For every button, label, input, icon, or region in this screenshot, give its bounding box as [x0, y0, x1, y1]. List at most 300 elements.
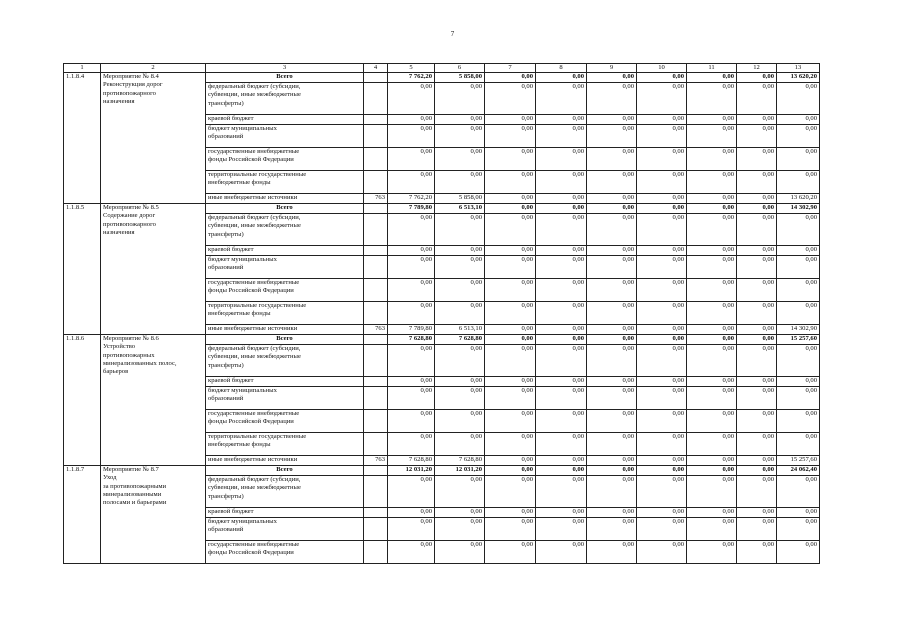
funding-source: Всего	[206, 335, 364, 345]
value-cell: 0,00	[637, 83, 687, 115]
value-cell: 0,00	[777, 345, 820, 377]
value-cell: 0,00	[485, 508, 536, 518]
value-cell: 0,00	[435, 345, 485, 377]
funding-source: федеральный бюджет (субсидии, субвенции, иные межбюджетные трансферты)	[206, 476, 364, 508]
funding-source: иные внебюджетные источники	[206, 456, 364, 466]
column-header: 12	[737, 64, 777, 73]
value-cell: 7 628,80	[435, 456, 485, 466]
value-cell: 0,00	[587, 476, 637, 508]
value-cell: 0,00	[536, 541, 587, 564]
value-cell: 0,00	[637, 325, 687, 335]
value-cell: 0,00	[435, 125, 485, 148]
value-cell: 0,00	[485, 115, 536, 125]
column-header: 1	[64, 64, 101, 73]
value-cell: 0,00	[587, 83, 637, 115]
value-cell: 0,00	[435, 171, 485, 194]
value-cell: 0,00	[388, 83, 435, 115]
value-cell: 0,00	[587, 541, 637, 564]
value-cell: 24 062,40	[777, 466, 820, 476]
value-cell: 0,00	[687, 83, 737, 115]
value-cell: 0,00	[777, 83, 820, 115]
code-cell	[364, 377, 388, 387]
value-cell: 0,00	[485, 377, 536, 387]
value-cell: 0,00	[388, 246, 435, 256]
row-code: 1.1.8.7	[64, 466, 101, 564]
code-cell	[364, 83, 388, 115]
value-cell: 0,00	[687, 125, 737, 148]
value-cell: 0,00	[536, 115, 587, 125]
value-cell: 0,00	[687, 345, 737, 377]
block-total-row	[64, 204, 820, 214]
value-cell: 0,00	[687, 476, 737, 508]
value-cell: 0,00	[388, 518, 435, 541]
value-cell: 0,00	[435, 115, 485, 125]
value-cell: 0,00	[687, 171, 737, 194]
funding-source: государственные внебюджетные фонды Российской Федерации	[206, 148, 364, 171]
value-cell: 0,00	[777, 377, 820, 387]
funding-source: федеральный бюджет (субсидии, субвенции, иные межбюджетные трансферты)	[206, 214, 364, 246]
value-cell: 0,00	[587, 214, 637, 246]
value-cell: 0,00	[587, 335, 637, 345]
block-total-row	[64, 466, 820, 476]
value-cell: 0,00	[637, 476, 687, 508]
column-header: 4	[364, 64, 388, 73]
value-cell: 0,00	[687, 387, 737, 410]
value-cell: 0,00	[388, 214, 435, 246]
value-cell: 0,00	[637, 302, 687, 325]
code-cell	[364, 410, 388, 433]
value-cell: 0,00	[637, 541, 687, 564]
value-cell: 0,00	[737, 518, 777, 541]
value-cell: 0,00	[777, 256, 820, 279]
value-cell: 0,00	[637, 518, 687, 541]
value-cell: 0,00	[637, 345, 687, 377]
value-cell: 7 762,20	[388, 194, 435, 204]
value-cell: 13 620,20	[777, 73, 820, 83]
funding-source: территориальные государственные внебюджетные фонды	[206, 171, 364, 194]
code-cell	[364, 246, 388, 256]
column-header: 11	[687, 64, 737, 73]
column-header: 9	[587, 64, 637, 73]
page-number: 7	[450, 30, 455, 38]
value-cell: 0,00	[388, 433, 435, 456]
value-cell: 0,00	[637, 335, 687, 345]
code-cell	[364, 345, 388, 377]
value-cell: 0,00	[536, 456, 587, 466]
measure-name: Мероприятие № 8.4 Реконструкция дорог противопожарного назначения	[101, 73, 206, 204]
value-cell: 0,00	[737, 345, 777, 377]
code-cell: 763	[364, 194, 388, 204]
value-cell: 0,00	[637, 115, 687, 125]
value-cell: 0,00	[485, 456, 536, 466]
value-cell: 0,00	[637, 410, 687, 433]
funding-source: иные внебюджетные источники	[206, 325, 364, 335]
value-cell: 0,00	[637, 125, 687, 148]
value-cell: 0,00	[777, 148, 820, 171]
value-cell: 0,00	[687, 115, 737, 125]
value-cell: 0,00	[737, 335, 777, 345]
value-cell: 0,00	[637, 508, 687, 518]
value-cell: 0,00	[485, 466, 536, 476]
value-cell: 5 858,00	[435, 194, 485, 204]
value-cell: 0,00	[536, 246, 587, 256]
value-cell: 0,00	[737, 73, 777, 83]
value-cell: 0,00	[435, 246, 485, 256]
value-cell: 0,00	[388, 302, 435, 325]
value-cell: 0,00	[587, 302, 637, 325]
funding-source: Всего	[206, 204, 364, 214]
code-cell	[364, 279, 388, 302]
value-cell: 0,00	[587, 194, 637, 204]
value-cell: 0,00	[637, 194, 687, 204]
value-cell: 0,00	[536, 345, 587, 377]
value-cell: 0,00	[485, 246, 536, 256]
funding-source: краевой бюджет	[206, 377, 364, 387]
value-cell: 0,00	[737, 125, 777, 148]
code-cell	[364, 433, 388, 456]
code-cell	[364, 171, 388, 194]
value-cell: 0,00	[485, 279, 536, 302]
value-cell: 0,00	[777, 214, 820, 246]
value-cell: 0,00	[485, 325, 536, 335]
value-cell: 0,00	[587, 377, 637, 387]
code-cell	[364, 518, 388, 541]
value-cell: 0,00	[485, 171, 536, 194]
value-cell: 0,00	[536, 256, 587, 279]
code-cell	[364, 256, 388, 279]
value-cell: 0,00	[637, 246, 687, 256]
value-cell: 0,00	[777, 433, 820, 456]
value-cell: 0,00	[587, 456, 637, 466]
value-cell: 0,00	[777, 115, 820, 125]
value-cell: 0,00	[777, 387, 820, 410]
value-cell: 0,00	[637, 433, 687, 456]
value-cell: 0,00	[485, 256, 536, 279]
value-cell: 0,00	[587, 148, 637, 171]
funding-source: краевой бюджет	[206, 246, 364, 256]
column-header: 2	[101, 64, 206, 73]
value-cell: 0,00	[536, 73, 587, 83]
value-cell: 0,00	[737, 508, 777, 518]
funding-source: Всего	[206, 466, 364, 476]
value-cell: 0,00	[435, 377, 485, 387]
value-cell: 0,00	[485, 476, 536, 508]
value-cell: 0,00	[536, 387, 587, 410]
value-cell: 0,00	[637, 204, 687, 214]
value-cell: 0,00	[587, 256, 637, 279]
value-cell: 0,00	[587, 115, 637, 125]
value-cell: 0,00	[737, 246, 777, 256]
value-cell: 0,00	[687, 204, 737, 214]
value-cell: 0,00	[388, 345, 435, 377]
value-cell: 0,00	[587, 508, 637, 518]
value-cell: 0,00	[536, 171, 587, 194]
value-cell: 0,00	[536, 335, 587, 345]
value-cell: 0,00	[388, 508, 435, 518]
value-cell: 0,00	[687, 456, 737, 466]
code-cell	[364, 476, 388, 508]
value-cell: 0,00	[687, 279, 737, 302]
value-cell: 0,00	[687, 246, 737, 256]
value-cell: 0,00	[536, 214, 587, 246]
value-cell: 0,00	[536, 518, 587, 541]
value-cell: 0,00	[536, 148, 587, 171]
value-cell: 0,00	[737, 466, 777, 476]
value-cell: 0,00	[587, 410, 637, 433]
code-cell	[364, 214, 388, 246]
value-cell: 6 513,10	[435, 325, 485, 335]
value-cell: 0,00	[435, 433, 485, 456]
value-cell: 0,00	[485, 433, 536, 456]
code-cell: 763	[364, 325, 388, 335]
value-cell: 0,00	[388, 256, 435, 279]
value-cell: 0,00	[687, 433, 737, 456]
value-cell: 0,00	[485, 541, 536, 564]
value-cell: 0,00	[777, 508, 820, 518]
funding-source: федеральный бюджет (субсидии, субвенции, иные межбюджетные трансферты)	[206, 345, 364, 377]
column-header: 13	[777, 64, 820, 73]
value-cell: 0,00	[687, 214, 737, 246]
value-cell: 0,00	[587, 518, 637, 541]
value-cell: 0,00	[777, 125, 820, 148]
value-cell: 0,00	[737, 476, 777, 508]
budget-table	[63, 63, 820, 564]
value-cell: 0,00	[536, 83, 587, 115]
value-cell: 0,00	[687, 73, 737, 83]
value-cell: 0,00	[637, 387, 687, 410]
value-cell: 15 257,60	[777, 335, 820, 345]
value-cell: 0,00	[737, 325, 777, 335]
value-cell: 0,00	[687, 325, 737, 335]
value-cell: 13 620,20	[777, 194, 820, 204]
row-code: 1.1.8.6	[64, 335, 101, 466]
value-cell: 0,00	[587, 171, 637, 194]
value-cell: 0,00	[536, 279, 587, 302]
value-cell: 0,00	[485, 302, 536, 325]
value-cell: 0,00	[737, 171, 777, 194]
value-cell: 0,00	[737, 387, 777, 410]
value-cell: 0,00	[637, 73, 687, 83]
value-cell: 14 302,90	[777, 325, 820, 335]
table-body	[64, 73, 820, 564]
funding-source: бюджет муниципальных образований	[206, 518, 364, 541]
value-cell: 0,00	[637, 377, 687, 387]
value-cell: 0,00	[637, 148, 687, 171]
code-cell	[364, 335, 388, 345]
value-cell: 0,00	[435, 387, 485, 410]
value-cell: 0,00	[737, 214, 777, 246]
value-cell: 0,00	[536, 466, 587, 476]
value-cell: 0,00	[536, 377, 587, 387]
value-cell: 0,00	[687, 194, 737, 204]
value-cell: 5 858,00	[435, 73, 485, 83]
value-cell: 0,00	[485, 335, 536, 345]
funding-source: государственные внебюджетные фонды Российской Федерации	[206, 410, 364, 433]
funding-source: иные внебюджетные источники	[206, 194, 364, 204]
value-cell: 0,00	[388, 541, 435, 564]
value-cell: 0,00	[687, 508, 737, 518]
value-cell: 0,00	[485, 125, 536, 148]
funding-source: краевой бюджет	[206, 508, 364, 518]
value-cell: 0,00	[737, 456, 777, 466]
value-cell: 0,00	[777, 541, 820, 564]
value-cell: 0,00	[435, 214, 485, 246]
value-cell: 0,00	[435, 148, 485, 171]
measure-name: Мероприятие № 8.6 Устройство противопожарных минерализованных полос, барьеров	[101, 335, 206, 466]
value-cell: 0,00	[388, 387, 435, 410]
value-cell: 0,00	[435, 279, 485, 302]
code-cell	[364, 148, 388, 171]
value-cell: 0,00	[587, 246, 637, 256]
value-cell: 7 789,80	[388, 325, 435, 335]
value-cell: 0,00	[536, 410, 587, 433]
column-header: 7	[485, 64, 536, 73]
code-cell	[364, 125, 388, 148]
value-cell: 0,00	[388, 125, 435, 148]
value-cell: 0,00	[388, 115, 435, 125]
value-cell: 0,00	[737, 204, 777, 214]
value-cell: 0,00	[777, 410, 820, 433]
value-cell: 0,00	[587, 279, 637, 302]
value-cell: 0,00	[485, 148, 536, 171]
row-code: 1.1.8.4	[64, 73, 101, 204]
funding-source: федеральный бюджет (субсидии, субвенции, иные межбюджетные трансферты)	[206, 83, 364, 115]
measure-name: Мероприятие № 8.5 Содержание дорог противопожарного назначения	[101, 204, 206, 335]
value-cell: 0,00	[435, 508, 485, 518]
funding-source: территориальные государственные внебюджетные фонды	[206, 302, 364, 325]
value-cell: 0,00	[587, 387, 637, 410]
value-cell: 0,00	[687, 377, 737, 387]
value-cell: 7 628,80	[435, 335, 485, 345]
value-cell: 0,00	[637, 456, 687, 466]
value-cell: 0,00	[737, 115, 777, 125]
value-cell: 0,00	[536, 476, 587, 508]
funding-source: государственные внебюджетные фонды Российской Федерации	[206, 279, 364, 302]
measure-name: Мероприятие № 8.7 Уход за противопожарными минерализованными полосами и барьерами	[101, 466, 206, 564]
value-cell: 0,00	[388, 279, 435, 302]
value-cell: 0,00	[687, 410, 737, 433]
column-header: 5	[388, 64, 435, 73]
value-cell: 0,00	[687, 541, 737, 564]
column-header: 3	[206, 64, 364, 73]
value-cell: 0,00	[687, 148, 737, 171]
value-cell: 0,00	[737, 148, 777, 171]
value-cell: 0,00	[587, 466, 637, 476]
value-cell: 0,00	[485, 345, 536, 377]
value-cell: 0,00	[687, 256, 737, 279]
value-cell: 0,00	[637, 256, 687, 279]
value-cell: 0,00	[435, 83, 485, 115]
value-cell: 0,00	[737, 302, 777, 325]
code-cell	[364, 387, 388, 410]
value-cell: 14 302,90	[777, 204, 820, 214]
value-cell: 0,00	[587, 325, 637, 335]
code-cell	[364, 302, 388, 325]
column-header: 10	[637, 64, 687, 73]
value-cell: 7 789,80	[388, 204, 435, 214]
code-cell: 763	[364, 456, 388, 466]
value-cell: 0,00	[485, 410, 536, 433]
value-cell: 0,00	[737, 83, 777, 115]
value-cell: 0,00	[687, 518, 737, 541]
value-cell: 0,00	[485, 73, 536, 83]
code-cell	[364, 73, 388, 83]
value-cell: 0,00	[536, 125, 587, 148]
value-cell: 0,00	[637, 214, 687, 246]
value-cell: 0,00	[637, 466, 687, 476]
value-cell: 7 628,80	[388, 335, 435, 345]
value-cell: 0,00	[737, 256, 777, 279]
funding-source: краевой бюджет	[206, 115, 364, 125]
value-cell: 0,00	[777, 279, 820, 302]
value-cell: 0,00	[485, 194, 536, 204]
block-total-row	[64, 73, 820, 83]
value-cell: 0,00	[637, 171, 687, 194]
value-cell: 12 031,20	[388, 466, 435, 476]
value-cell: 0,00	[435, 476, 485, 508]
value-cell: 0,00	[388, 377, 435, 387]
value-cell: 0,00	[687, 302, 737, 325]
code-cell	[364, 204, 388, 214]
value-cell: 0,00	[737, 194, 777, 204]
value-cell: 0,00	[687, 466, 737, 476]
value-cell: 0,00	[777, 246, 820, 256]
code-cell	[364, 466, 388, 476]
funding-source: государственные внебюджетные фонды Российской Федерации	[206, 541, 364, 564]
value-cell: 0,00	[536, 325, 587, 335]
value-cell: 0,00	[435, 302, 485, 325]
value-cell: 0,00	[737, 377, 777, 387]
value-cell: 0,00	[737, 410, 777, 433]
value-cell: 0,00	[388, 148, 435, 171]
funding-source: бюджет муниципальных образований	[206, 256, 364, 279]
value-cell: 7 628,80	[388, 456, 435, 466]
value-cell: 0,00	[435, 410, 485, 433]
row-code: 1.1.8.5	[64, 204, 101, 335]
value-cell: 0,00	[777, 302, 820, 325]
value-cell: 0,00	[587, 125, 637, 148]
block-total-row	[64, 335, 820, 345]
value-cell: 0,00	[777, 518, 820, 541]
code-cell	[364, 541, 388, 564]
value-cell: 0,00	[388, 171, 435, 194]
value-cell: 0,00	[536, 508, 587, 518]
value-cell: 0,00	[777, 171, 820, 194]
value-cell: 0,00	[587, 345, 637, 377]
value-cell: 0,00	[737, 541, 777, 564]
value-cell: 0,00	[435, 541, 485, 564]
value-cell: 0,00	[737, 433, 777, 456]
value-cell: 0,00	[587, 73, 637, 83]
value-cell: 15 257,60	[777, 456, 820, 466]
value-cell: 0,00	[587, 433, 637, 456]
value-cell: 0,00	[687, 335, 737, 345]
column-header: 6	[435, 64, 485, 73]
value-cell: 0,00	[485, 204, 536, 214]
code-cell	[364, 508, 388, 518]
value-cell: 0,00	[485, 214, 536, 246]
value-cell: 0,00	[388, 476, 435, 508]
value-cell: 0,00	[435, 256, 485, 279]
funding-source: территориальные государственные внебюджетные фонды	[206, 433, 364, 456]
value-cell: 0,00	[485, 518, 536, 541]
funding-source: бюджет муниципальных образований	[206, 387, 364, 410]
value-cell: 0,00	[485, 83, 536, 115]
value-cell: 6 513,10	[435, 204, 485, 214]
table-header-row	[64, 64, 820, 73]
funding-source: бюджет муниципальных образований	[206, 125, 364, 148]
column-header: 8	[536, 64, 587, 73]
